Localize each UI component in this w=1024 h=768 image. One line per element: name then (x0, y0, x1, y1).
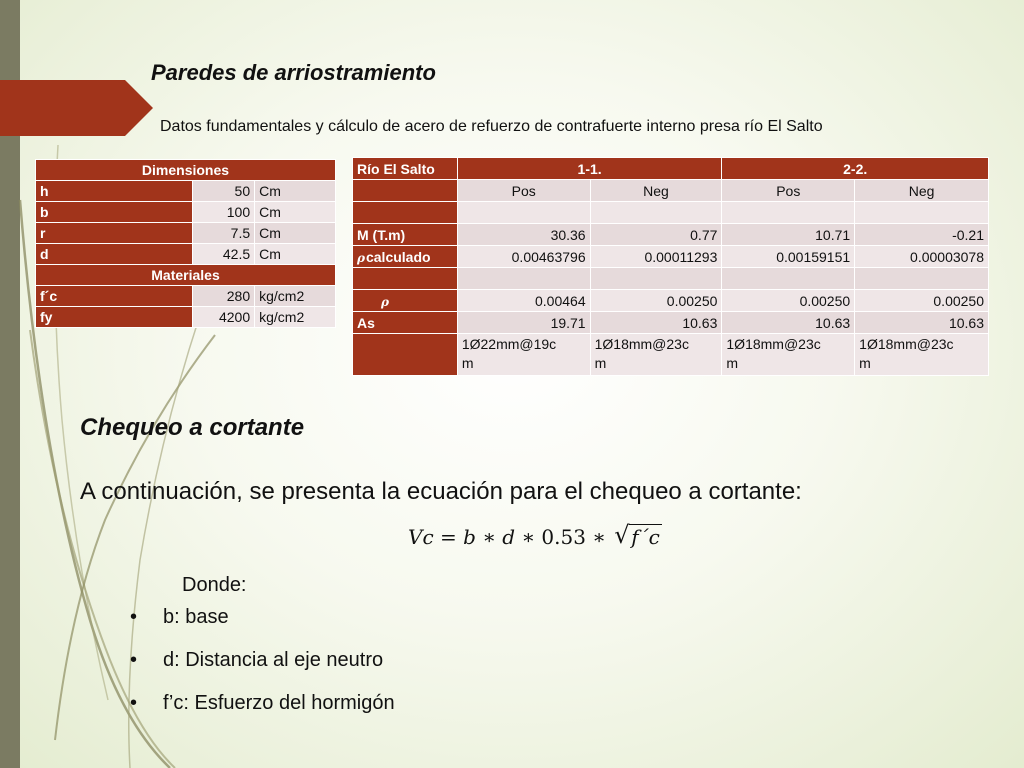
bullet-icon: • (130, 692, 138, 714)
definitions-list (130, 606, 395, 735)
empty-label-cell (353, 268, 458, 290)
dim-label: b (36, 202, 193, 223)
dim-value: 100 (193, 202, 255, 223)
moment-value: -0.21 (855, 224, 989, 246)
rio-name-header: Río El Salto (353, 158, 458, 180)
empty-cell (855, 268, 989, 290)
subheader-cell: Pos (457, 180, 590, 202)
empty-label-cell (353, 334, 458, 376)
title-arrow-tab (0, 80, 153, 136)
empty-cell (855, 202, 989, 224)
moment-value: 10.71 (722, 224, 855, 246)
material-unit: kg/cm2 (255, 286, 336, 307)
formula-sqrt (614, 521, 662, 549)
materials-header-row (36, 265, 336, 286)
subheader-row (353, 180, 989, 202)
material-unit: kg/cm2 (255, 307, 336, 328)
reinforcement-spec-row (353, 334, 989, 376)
rho-value: 0.00250 (722, 290, 855, 312)
definition-text: f’c: Esfuerzo del hormigón (163, 692, 395, 714)
rebar-spec-cell (855, 334, 989, 376)
rho-row (353, 290, 989, 312)
table-row (36, 244, 336, 265)
formula-equals: = (440, 525, 457, 549)
formula-op: ∗ (521, 525, 536, 549)
where-label: Donde: (182, 574, 247, 596)
rho-value: 0.00250 (590, 290, 722, 312)
rio-el-salto-table (352, 157, 989, 376)
list-item (130, 649, 395, 692)
rho-calculated-row (353, 246, 989, 268)
rebar-spec-cell (457, 334, 590, 376)
rebar-spec-cell (722, 334, 855, 376)
dimensions-header: Dimensiones (36, 160, 336, 181)
subheader-cell: Pos (722, 180, 855, 202)
table-row (36, 286, 336, 307)
formula-op: ∗ (592, 525, 606, 549)
dimensions-header-row (36, 160, 336, 181)
empty-cell (457, 202, 590, 224)
formula-coefficient: 0.53 (541, 525, 586, 549)
moment-label: M (T.m) (353, 224, 458, 246)
section-2-header: 2-2. (722, 158, 989, 180)
subheader-cell: Neg (855, 180, 989, 202)
empty-row (353, 268, 989, 290)
material-label: f´c (36, 286, 193, 307)
moment-row (353, 224, 989, 246)
dim-label: d (36, 244, 193, 265)
rho-symbol: ρ (381, 294, 389, 309)
rho-calculated-text: calculado (365, 248, 431, 265)
empty-cell (590, 268, 722, 290)
rho-value: 0.00464 (457, 290, 590, 312)
rebar-spec-line: 1Ø18mm@23c (859, 336, 954, 352)
dim-unit: Cm (255, 223, 336, 244)
empty-label-cell (353, 180, 458, 202)
rebar-spec-line: 1Ø18mm@23c (726, 336, 821, 352)
dim-label: r (36, 223, 193, 244)
formula-d: d (502, 525, 516, 549)
page-title: Paredes de arriostramiento (151, 60, 436, 85)
formula-op: ∗ (482, 525, 496, 549)
empty-label-cell (353, 202, 458, 224)
rebar-spec-line: m (859, 355, 871, 371)
section-1-header: 1-1. (457, 158, 722, 180)
list-item (130, 606, 395, 649)
list-item (130, 692, 395, 735)
table-row (36, 307, 336, 328)
rho-value: 0.00250 (855, 290, 989, 312)
moment-value: 0.77 (590, 224, 722, 246)
as-row (353, 312, 989, 334)
empty-cell (722, 268, 855, 290)
empty-row (353, 202, 989, 224)
dim-label: h (36, 181, 193, 202)
intro-text: A continuación, se presenta la ecuación para el chequeo a cortante: (80, 478, 802, 505)
rho-calculated-value: 0.00003078 (855, 246, 989, 268)
as-label: As (353, 312, 458, 334)
section-title: Chequeo a cortante (80, 414, 305, 441)
dim-unit: Cm (255, 181, 336, 202)
dim-unit: Cm (255, 244, 336, 265)
empty-cell (722, 202, 855, 224)
rebar-spec-line: m (461, 355, 474, 371)
material-value: 280 (193, 286, 255, 307)
formula-b: b (463, 525, 476, 549)
rebar-spec-line: m (594, 355, 607, 371)
rho-calculated-value: 0.00463796 (457, 246, 590, 268)
bullet-icon: • (130, 649, 138, 671)
rho-calculated-value: 0.00159151 (722, 246, 855, 268)
shear-formula (408, 521, 662, 549)
rebar-spec-line: 1Ø18mm@23c (594, 336, 689, 352)
material-value: 4200 (193, 307, 255, 328)
formula-radicand: f´c (631, 525, 660, 549)
subtitle: Datos fundamentales y cálculo de acero de refuerzo de contrafuerte interno presa río El Salto (160, 118, 823, 135)
table-row (36, 181, 336, 202)
materials-header: Materiales (36, 265, 336, 286)
as-value: 10.63 (590, 312, 722, 334)
table-row (36, 202, 336, 223)
empty-cell (457, 268, 590, 290)
dim-value: 50 (193, 181, 255, 202)
rebar-spec-cell (590, 334, 722, 376)
material-label: fy (36, 307, 193, 328)
rho-symbol: ρ (357, 250, 365, 265)
rho-calculated-label (353, 246, 458, 268)
bullet-icon: • (130, 606, 138, 628)
definition-text: d: Distancia al eje neutro (163, 649, 384, 671)
rho-calculated-value: 0.00011293 (590, 246, 722, 268)
as-value: 10.63 (722, 312, 855, 334)
rebar-spec-line: 1Ø22mm@19c (461, 336, 557, 352)
definition-text: b: base (163, 606, 229, 628)
moment-value: 30.36 (457, 224, 590, 246)
radical-sign: √ (614, 521, 630, 549)
dimensions-table (35, 159, 336, 328)
empty-cell (590, 202, 722, 224)
subheader-cell: Neg (590, 180, 722, 202)
table-row (36, 223, 336, 244)
dim-value: 42.5 (193, 244, 255, 265)
formula-lhs: Vc (408, 525, 434, 549)
dim-value: 7.5 (193, 223, 255, 244)
as-value: 10.63 (855, 312, 989, 334)
as-value: 19.71 (457, 312, 590, 334)
rebar-spec-line: m (726, 355, 739, 371)
rho-label (353, 290, 458, 312)
rio-header-row (353, 158, 989, 180)
dim-unit: Cm (255, 202, 336, 223)
